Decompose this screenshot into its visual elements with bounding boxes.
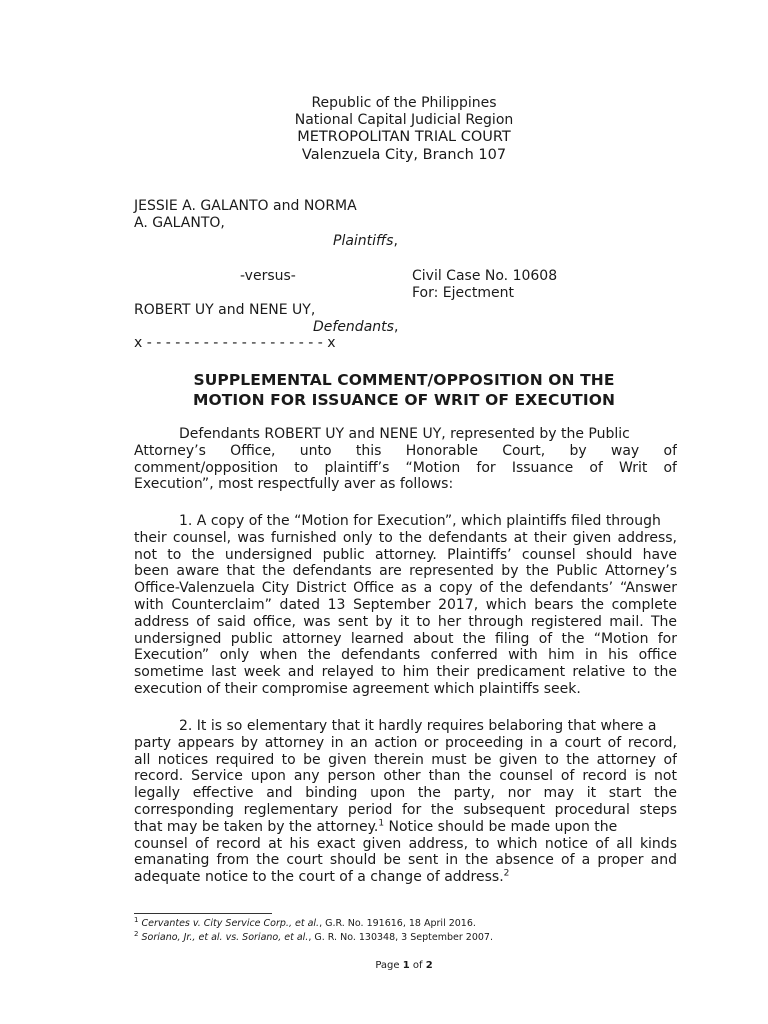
intro-paragraph: [134, 426, 677, 493]
page-footer: [0, 960, 768, 971]
para2-line: 2. It is so elementary that it hardly requires belaboring that where a: [179, 718, 657, 734]
footnote-2-case: Soriano, Jr., et al. vs. Soriano, et al.: [141, 932, 309, 943]
para2-line7-a: that may be taken by the attorney.: [134, 818, 379, 835]
para2-line: counsel of record at his exact given address, to which notice of all kinds: [134, 835, 677, 852]
intro-text-a: Defendants: [179, 426, 265, 442]
footnote-1-citation: , G.R. No. 191616, 18 April 2016.: [319, 918, 476, 929]
intro-line-1: [134, 426, 677, 443]
caption-separator: x - - - - - - - - - - - - - - - - - - - x: [134, 335, 336, 351]
footer-page-total: 2: [425, 960, 433, 971]
header-region: National Capital Judicial Region: [294, 112, 514, 128]
defendant-name-2: NENE UY,: [248, 302, 316, 318]
caption-defendants-line: [134, 302, 315, 319]
plaintiffs-label: [333, 233, 398, 250]
intro-defendant-2: NENE UY: [379, 426, 442, 442]
plaintiffs-label-comma: ,: [393, 233, 398, 249]
plaintiff-name-1: JESSIE A. GALANTO: [134, 198, 269, 214]
para2-line10-a: adequate notice to the court of a change of address.: [134, 869, 504, 886]
para1-line: execution of their compromise agreement which plaintiffs seek.: [134, 680, 581, 697]
footnote-2-number: 2: [134, 929, 139, 938]
para2-line-10: [134, 869, 677, 886]
footer-page-number: 1: [402, 960, 410, 971]
intro-text-e: , represented by the Public: [441, 426, 630, 442]
para2-line: corresponding reglementary period for the subsequent procedural steps: [134, 801, 677, 818]
footnote-2-citation: , G. R. No. 130348, 3 September 2007.: [308, 932, 493, 943]
caption-and-1: and: [273, 198, 300, 214]
footer-of-word: of: [409, 960, 426, 971]
header-branch: Valenzuela City, Branch 107: [301, 147, 507, 163]
para2-line7-b: Notice should be made upon the: [384, 818, 618, 835]
caption-plaintiffs-line1: [134, 198, 357, 215]
intro-line-4: Execution”, most respectfully aver as follows:: [134, 476, 454, 493]
para2-line: legally effective and binding upon the party, nor may it start the: [134, 785, 677, 802]
para2-line: emanating from the court should be sent in the absence of a proper and: [134, 852, 677, 869]
plaintiff-name-2a: NORMA: [303, 198, 357, 214]
para2-line: all notices required to be given therein must be given to the attorney of: [134, 751, 677, 768]
para2-line-7: [134, 819, 677, 836]
defendants-label: [313, 319, 398, 336]
paragraph-1: [134, 513, 677, 698]
caption-versus: -versus-: [240, 268, 296, 284]
para1-line: sometime last week and relayed to him their predicament relative to the: [134, 664, 677, 681]
defendants-label-comma: ,: [393, 319, 399, 335]
footnote-1-number: 1: [134, 915, 139, 924]
para1-line: 1. A copy of the “Motion for Execution”, which plaintiffs filed through: [179, 513, 661, 529]
paragraph-2: [134, 718, 677, 886]
para1-line: with Counterclaim” dated 13 September 2017, which bears the complete: [134, 596, 677, 613]
document-title-line2: MOTION FOR ISSUANCE OF WRIT OF EXECUTION: [192, 391, 616, 409]
intro-line-2: Attorney’s Office, unto this Honorable Court, by way of: [134, 442, 677, 459]
footnote-ref-1: 1: [378, 818, 385, 829]
footnote-1-case: Cervantes v. City Service Corp., et al.: [141, 918, 320, 929]
intro-text-c: and: [344, 426, 380, 442]
plaintiff-name-2b: A. GALANTO,: [134, 215, 225, 231]
intro-line-3: comment/opposition to plaintiff’s “Motion for Issuance of Writ of: [134, 459, 677, 476]
para1-line: Execution” only when the defendants conferred with him in his office: [134, 647, 677, 664]
footnote-separator: [134, 913, 272, 914]
para1-line: been aware that the defendants are represented by the Public Attorney’s: [134, 563, 677, 580]
para1-line: Office-Valenzuela City District Office as a copy of the defendants’ “Answer: [134, 580, 677, 597]
para2-line: party appears by attorney in an action or proceeding in a court of record,: [134, 734, 677, 751]
defendants-label-text: Defendants: [313, 319, 394, 335]
document-title-line1: SUPPLEMENTAL COMMENT/OPPOSITION ON THE: [193, 371, 615, 389]
footer-page-word: Page: [375, 960, 403, 971]
footnote-2: [134, 929, 493, 944]
defendant-name-1: ROBERT UY: [134, 302, 214, 318]
para1-line: their counsel, was furnished only to the defendants at their given address,: [134, 529, 677, 546]
footnote-1: [134, 915, 476, 930]
header-republic: Republic of the Philippines: [311, 95, 497, 111]
intro-defendant-1: ROBERT UY: [264, 426, 345, 442]
plaintiffs-label-text: Plaintiffs: [333, 233, 394, 249]
para1-line: address of said office, was sent by it to her through registered mail. The: [134, 613, 677, 630]
para2-line: record. Service upon any person other than the counsel of record is not: [134, 768, 677, 785]
header-court: METROPOLITAN TRIAL COURT: [297, 129, 511, 145]
case-nature: For: Ejectment: [412, 285, 514, 301]
case-number: Civil Case No. 10608: [412, 268, 558, 284]
para1-line: undersigned public attorney learned about the filing of the “Motion for: [134, 630, 677, 647]
footnote-ref-2: 2: [503, 869, 510, 879]
para1-line: not to the undersigned public attorney. Plaintiffs’ counsel should have: [134, 546, 677, 563]
caption-and-2: and: [218, 302, 245, 318]
